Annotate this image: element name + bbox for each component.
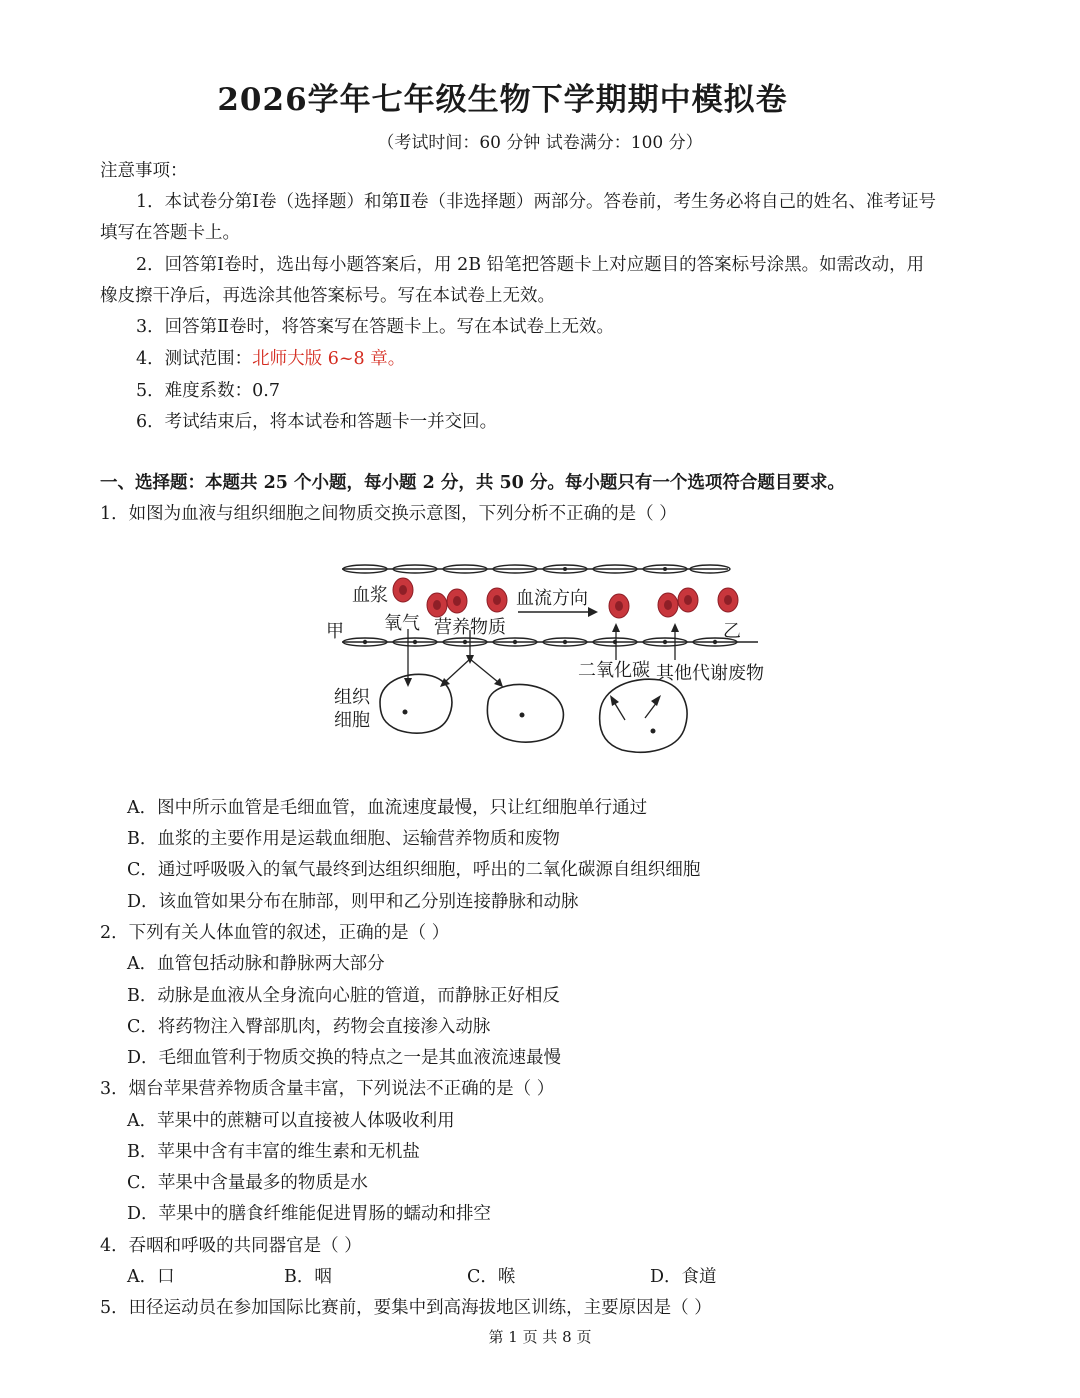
question-4-option-a: A．口 (127, 1267, 175, 1287)
notice-item-3: 3．回答第Ⅱ卷时，将答案写在答题卡上。写在本试卷上无效。 (136, 317, 615, 337)
question-3-option-b: B．苹果中含有丰富的维生素和无机盐 (127, 1142, 420, 1162)
label-co2: 二氧化碳 (578, 660, 650, 681)
notice-item-6: 6．考试结束后，将本试卷和答题卡一并交回。 (136, 412, 498, 432)
question-4-option-d: D．食道 (650, 1267, 717, 1287)
question-2-option-a: A．血管包括动脉和静脉两大部分 (127, 954, 385, 974)
question-1-option-a: A．图中所示血管是毛细血管，血流速度最慢，只让红细胞单行通过 (127, 798, 648, 818)
section-heading: 一、选择题：本题共 25 个小题，每小题 2 分，共 50 分。每小题只有一个选项符合题目要求。 (100, 473, 845, 493)
page-title: 2026学年七年级生物下学期期中模拟卷 (217, 82, 788, 118)
question-1-option-d: D．该血管如果分布在肺部，则甲和乙分别连接静脉和动脉 (127, 892, 579, 912)
label-flow-direction: 血流方向 (516, 588, 588, 609)
notice-heading: 注意事项： (100, 161, 188, 181)
red-blood-cell (447, 589, 467, 613)
blood-exchange-figure (320, 552, 790, 762)
label-cell: 细胞 (334, 710, 370, 731)
page-footer: 第 1 页 共 8 页 (488, 1328, 592, 1346)
red-blood-cell (678, 588, 698, 612)
label-yi: 乙 (723, 621, 741, 642)
tissue-cell (487, 684, 563, 742)
test-range: 北师大版 6~8 章。 (252, 349, 406, 369)
label-plasma: 血浆 (352, 585, 388, 606)
label-oxygen: 氧气 (384, 613, 420, 634)
notice-item-4 (136, 344, 405, 375)
tissue-cell (600, 679, 687, 752)
notice-item-1: 1．本试卷分第Ⅰ卷（选择题）和第Ⅱ卷（非选择题）两部分。答卷前，考生务必将自己的姓名、准考证号 (136, 192, 936, 212)
question-4-option-c: C．喉 (467, 1267, 516, 1287)
red-blood-cell (718, 588, 738, 612)
question-3-stem: 3．烟台苹果营养物质含量丰富，下列说法不正确的是（ ） (100, 1079, 555, 1099)
question-4-option-b: B．咽 (284, 1267, 332, 1287)
red-blood-cell (658, 593, 678, 617)
red-blood-cell (487, 588, 507, 612)
question-2-option-d: D．毛细血管利于物质交换的特点之一是其血液流速最慢 (127, 1048, 562, 1068)
question-3-option-d: D．苹果中的膳食纤维能促进胃肠的蠕动和排空 (127, 1204, 492, 1224)
notice-item-1-cont: 填写在答题卡上。 (100, 223, 240, 243)
question-2-stem: 2．下列有关人体血管的叙述，正确的是（ ） (100, 923, 450, 943)
question-1-option-c: C．通过呼吸吸入的氧气最终到达组织细胞，呼出的二氧化碳源自组织细胞 (127, 860, 701, 880)
red-blood-cell (427, 593, 447, 617)
question-5-stem: 5．田径运动员在参加国际比赛前，要集中到高海拔地区训练，主要原因是（ ） (100, 1298, 712, 1318)
question-1-option-b: B．血浆的主要作用是运载血细胞、运输营养物质和废物 (127, 829, 560, 849)
notice-item-2-cont: 橡皮擦干净后，再选涂其他答案标号。写在本试卷上无效。 (100, 286, 555, 306)
red-blood-cell (393, 578, 413, 602)
question-1-stem: 1．如图为血液与组织细胞之间物质交换示意图，下列分析不正确的是（ ） (100, 504, 677, 524)
notice-item-5: 5．难度系数：0.7 (136, 381, 280, 401)
question-2-option-c: C．将药物注入臀部肌肉，药物会直接渗入动脉 (127, 1017, 491, 1037)
notice-item-2: 2．回答第Ⅰ卷时，选出每小题答案后，用 2B 铅笔把答题卡上对应题目的答案标号涂黑。如需改动，用 (136, 255, 925, 275)
label-tissue: 组织 (334, 687, 370, 708)
label-nutrients: 营养物质 (434, 617, 506, 638)
tissue-cell (380, 674, 452, 733)
label-jia: 甲 (326, 621, 344, 642)
label-wastes: 其他代谢废物 (656, 663, 764, 684)
question-3-option-a: A．苹果中的蔗糖可以直接被人体吸收利用 (127, 1111, 455, 1131)
question-2-option-b: B．动脉是血液从全身流向心脏的管道，而静脉正好相反 (127, 986, 560, 1006)
question-4-stem: 4．吞咽和呼吸的共同器官是（ ） (100, 1236, 362, 1256)
exam-info: （考试时间：60 分钟 试卷满分：100 分） (377, 133, 703, 153)
red-blood-cell (609, 594, 629, 618)
notice-item-4-label: 4．测试范围： (136, 349, 253, 369)
question-3-option-c: C．苹果中含量最多的物质是水 (127, 1173, 368, 1193)
